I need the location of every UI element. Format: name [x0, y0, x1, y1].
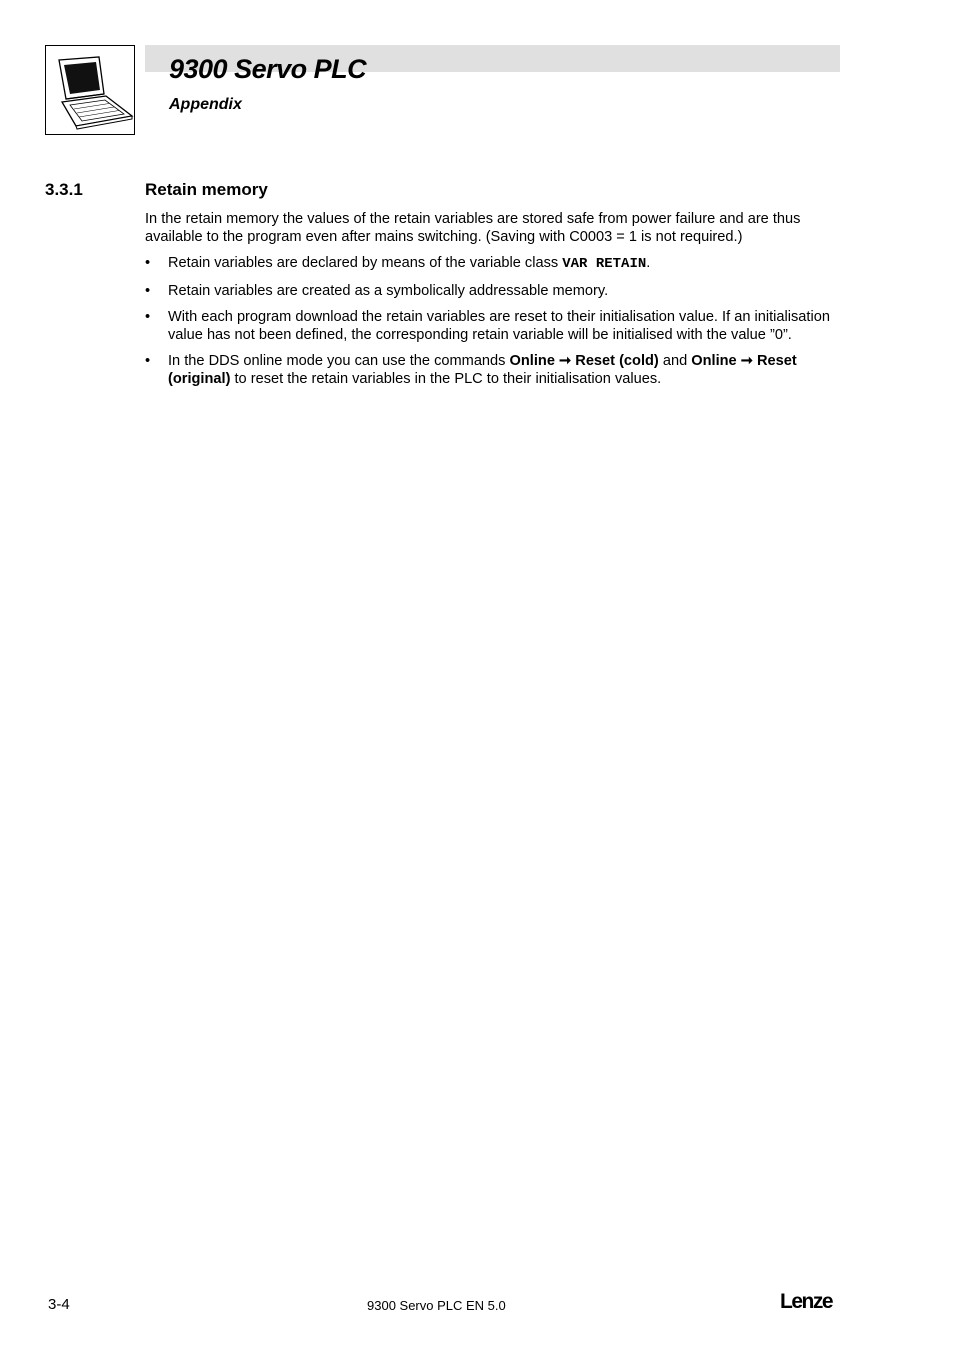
- list-item: [145, 309, 845, 344]
- section-title: Retain memory: [145, 180, 268, 199]
- intro-paragraph: In the retain memory the values of the retain variables are stored safe from power failure and are thus available to the program even after mains switching. (Saving with C0003 = 1 is not required.): [145, 211, 801, 245]
- list-item: [145, 283, 845, 301]
- header-logo-box: [45, 45, 135, 135]
- bullet-list: [145, 255, 845, 388]
- bullet-icon: •: [145, 282, 151, 299]
- bullet-icon: •: [145, 353, 151, 369]
- brand-logo: Lenze: [780, 1290, 833, 1313]
- footer-document-id: 9300 Servo PLC EN 5.0: [367, 1298, 506, 1313]
- section-body: [145, 211, 845, 397]
- document-title: 9300 Servo PLC: [169, 54, 367, 84]
- list-item-text-and: and: [658, 353, 692, 369]
- list-item-text: Retain variables are created as a symbolically addressable memory.: [168, 282, 609, 299]
- list-item: [145, 353, 845, 388]
- code-keyword: VAR RETAIN: [562, 256, 647, 272]
- page-number: 3-4: [48, 1296, 70, 1313]
- command-reset-original: Online ➞ Reset (original): [168, 353, 797, 387]
- section-number: 3.3.1: [45, 180, 83, 199]
- list-item-text: In the DDS online mode you can use the commands: [168, 353, 510, 369]
- laptop-icon: [46, 46, 136, 136]
- command-reset-cold: Online ➞ Reset (cold): [509, 353, 659, 369]
- document-subtitle: Appendix: [169, 96, 242, 113]
- list-item-text-end: to reset the retain variables in the PLC to their initialisation values.: [230, 370, 662, 387]
- list-item-text-end: .: [646, 255, 651, 271]
- list-item-text: With each program download the retain variables are reset to their initialisation value. If an initialisation value has not been defined, the corresponding retain variable will be initialised with the value ”0”.: [168, 309, 830, 343]
- list-item: [145, 255, 845, 274]
- bullet-icon: •: [145, 309, 151, 325]
- list-item-text: Retain variables are declared by means of the variable class: [168, 255, 563, 271]
- bullet-icon: •: [145, 255, 151, 271]
